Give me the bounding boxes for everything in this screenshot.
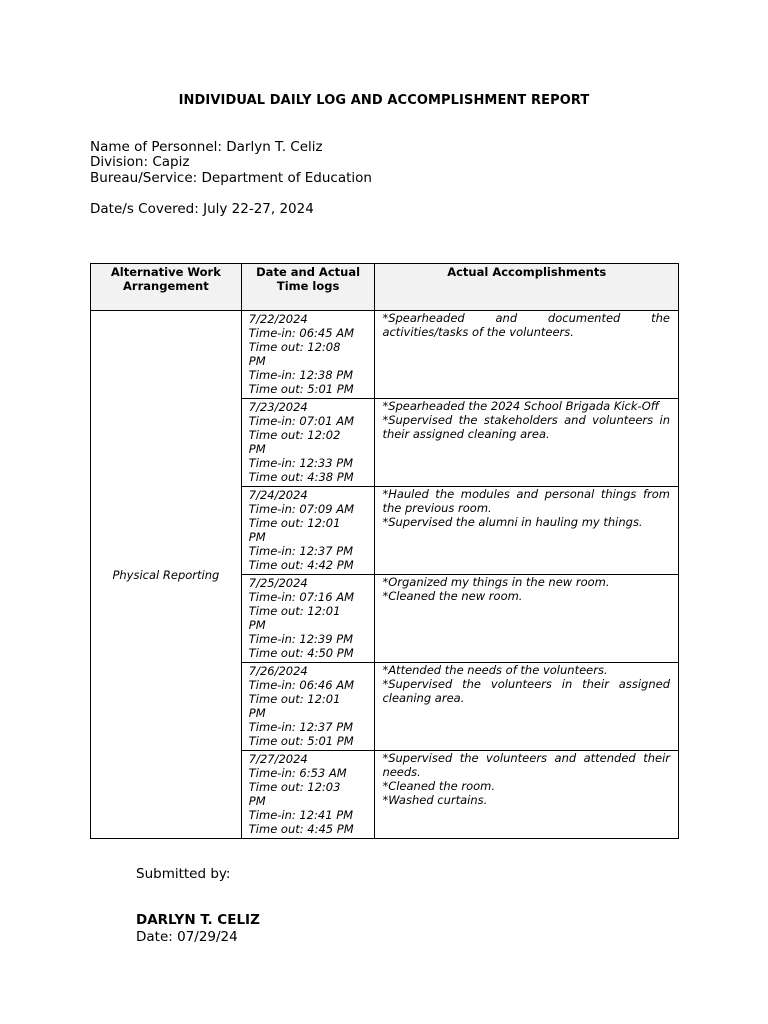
time-log-cell (241, 575, 375, 663)
time-log-out1a: Time out: 12:01 (248, 516, 341, 530)
time-log-in1: Time-in: 06:45 AM (248, 326, 355, 340)
accomplishment-cell (375, 311, 679, 399)
time-log-out1b: PM (248, 442, 266, 456)
accomplishment-item: *Hauled the modules and personal things from the previous room. (382, 487, 670, 515)
time-log-in2: Time-in: 12:39 PM (248, 632, 354, 646)
time-log-in2: Time-in: 12:37 PM (248, 720, 354, 734)
time-log-in1: Time-in: 07:16 AM (248, 590, 355, 604)
time-log-in2: Time-in: 12:33 PM (248, 456, 354, 470)
time-log-out1a: Time out: 12:01 (248, 604, 341, 618)
report-title: INDIVIDUAL DAILY LOG AND ACCOMPLISHMENT REPORT (178, 93, 590, 108)
time-log-in1: Time-in: 6:53 AM (248, 766, 347, 780)
time-log-out1b: PM (248, 354, 266, 368)
time-log-out1a: Time out: 12:03 (248, 780, 341, 794)
submission-date: Date: 07/29/24 (136, 929, 238, 945)
time-log-in1: Time-in: 06:46 AM (248, 678, 355, 692)
time-log-out2: Time out: 4:45 PM (248, 822, 354, 836)
arrangement-cell: Physical Reporting (91, 311, 242, 839)
header-time-logs: Date and Actual Time logs (241, 264, 375, 311)
time-log-out2: Time out: 4:42 PM (248, 558, 354, 572)
time-log-out2: Time out: 5:01 PM (248, 734, 354, 748)
accomplishment-item: *Spearheaded and documented the activities/tasks of the volunteers. (382, 311, 670, 339)
table-header-row (91, 264, 679, 311)
time-log-date: 7/23/2024 (248, 400, 308, 414)
personnel-name: Name of Personnel: Darlyn T. Celiz (90, 139, 323, 155)
header-arrangement: Alternative Work Arrangement (91, 264, 242, 311)
accomplishment-cell (375, 663, 679, 751)
accomplishment-item: *Supervised the stakeholders and volunteers in their assigned cleaning area. (382, 413, 670, 441)
time-log-out1b: PM (248, 530, 266, 544)
accomplishment-cell (375, 487, 679, 575)
time-log-date: 7/22/2024 (248, 312, 308, 326)
accomplishment-cell (375, 399, 679, 487)
time-log-date: 7/24/2024 (248, 488, 308, 502)
time-log-out1b: PM (248, 706, 266, 720)
time-log-out2: Time out: 4:38 PM (248, 470, 354, 484)
time-log-cell (241, 751, 375, 839)
time-log-date: 7/26/2024 (248, 664, 308, 678)
accomplishment-cell (375, 751, 679, 839)
accomplishment-cell (375, 575, 679, 663)
accomplishment-item: *Supervised the volunteers in their assigned cleaning area. (382, 677, 670, 705)
time-log-in1: Time-in: 07:09 AM (248, 502, 355, 516)
header-accomplishments: Actual Accomplishments (375, 264, 679, 311)
time-log-cell (241, 663, 375, 751)
dates-covered: Date/s Covered: July 22-27, 2024 (90, 201, 314, 217)
time-log-out1a: Time out: 12:08 (248, 340, 341, 354)
division: Division: Capiz (90, 154, 190, 170)
time-log-out2: Time out: 4:50 PM (248, 646, 354, 660)
time-log-date: 7/27/2024 (248, 752, 308, 766)
accomplishment-item: *Cleaned the room. (382, 779, 496, 793)
time-log-in2: Time-in: 12:38 PM (248, 368, 354, 382)
time-log-cell (241, 399, 375, 487)
time-log-in2: Time-in: 12:37 PM (248, 544, 354, 558)
time-log-in2: Time-in: 12:41 PM (248, 808, 354, 822)
time-log-out1b: PM (248, 618, 266, 632)
time-log-in1: Time-in: 07:01 AM (248, 414, 355, 428)
submitted-by-label: Submitted by: (136, 866, 231, 882)
accomplishment-item: *Attended the needs of the volunteers. (382, 663, 608, 677)
time-log-out1a: Time out: 12:01 (248, 692, 341, 706)
accomplishment-item: *Cleaned the new room. (382, 589, 523, 603)
bureau-service: Bureau/Service: Department of Education (90, 170, 372, 186)
table-row (91, 311, 679, 399)
time-log-out2: Time out: 5:01 PM (248, 382, 354, 396)
accomplishment-item: *Washed curtains. (382, 793, 488, 807)
time-log-out1a: Time out: 12:02 (248, 428, 341, 442)
accomplishment-item: *Supervised the alumni in hauling my things. (382, 515, 643, 529)
accomplishment-item: *Organized my things in the new room. (382, 575, 610, 589)
time-log-cell (241, 487, 375, 575)
time-log-out1b: PM (248, 794, 266, 808)
time-log-date: 7/25/2024 (248, 576, 308, 590)
time-log-cell (241, 311, 375, 399)
accomplishment-item: *Supervised the volunteers and attended their needs. (382, 751, 670, 779)
accomplishment-item: *Spearheaded the 2024 School Brigada Kick-Off (382, 399, 660, 413)
daily-log-table (90, 263, 679, 839)
signatory-name: DARLYN T. CELIZ (136, 912, 260, 928)
